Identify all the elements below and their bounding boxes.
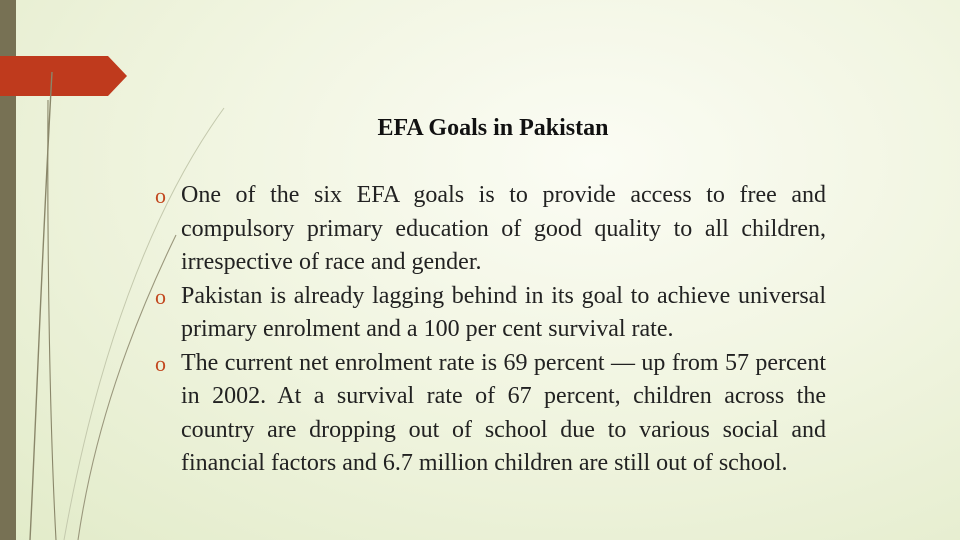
bullet-text: One of the six EFA goals is to provide access to free and compulsory primary education of good quality to all children, irrespective of race and gender. <box>181 182 826 275</box>
bullet-text: The current net enrolment rate is 69 percent — up from 57 percent in 2002. At a survival rate of 67 percent, children across the country are dropping out of school due to various social and financial factors and 6.7 million children are still out of school. <box>181 349 826 476</box>
bullet-item <box>155 280 826 347</box>
bullet-marker-icon: o <box>155 350 166 376</box>
bullet-text: Pakistan is already lagging behind in its goal to achieve universal primary enrolment and a 100 per cent survival rate. <box>181 282 826 342</box>
bullet-item <box>155 347 826 481</box>
bullet-item <box>155 179 826 280</box>
decor-line-curve <box>48 100 56 540</box>
bullet-marker-icon: o <box>155 283 166 309</box>
slide-title: EFA Goals in Pakistan <box>377 115 609 141</box>
bullet-list <box>155 179 826 481</box>
bullet-marker-icon: o <box>155 183 166 208</box>
